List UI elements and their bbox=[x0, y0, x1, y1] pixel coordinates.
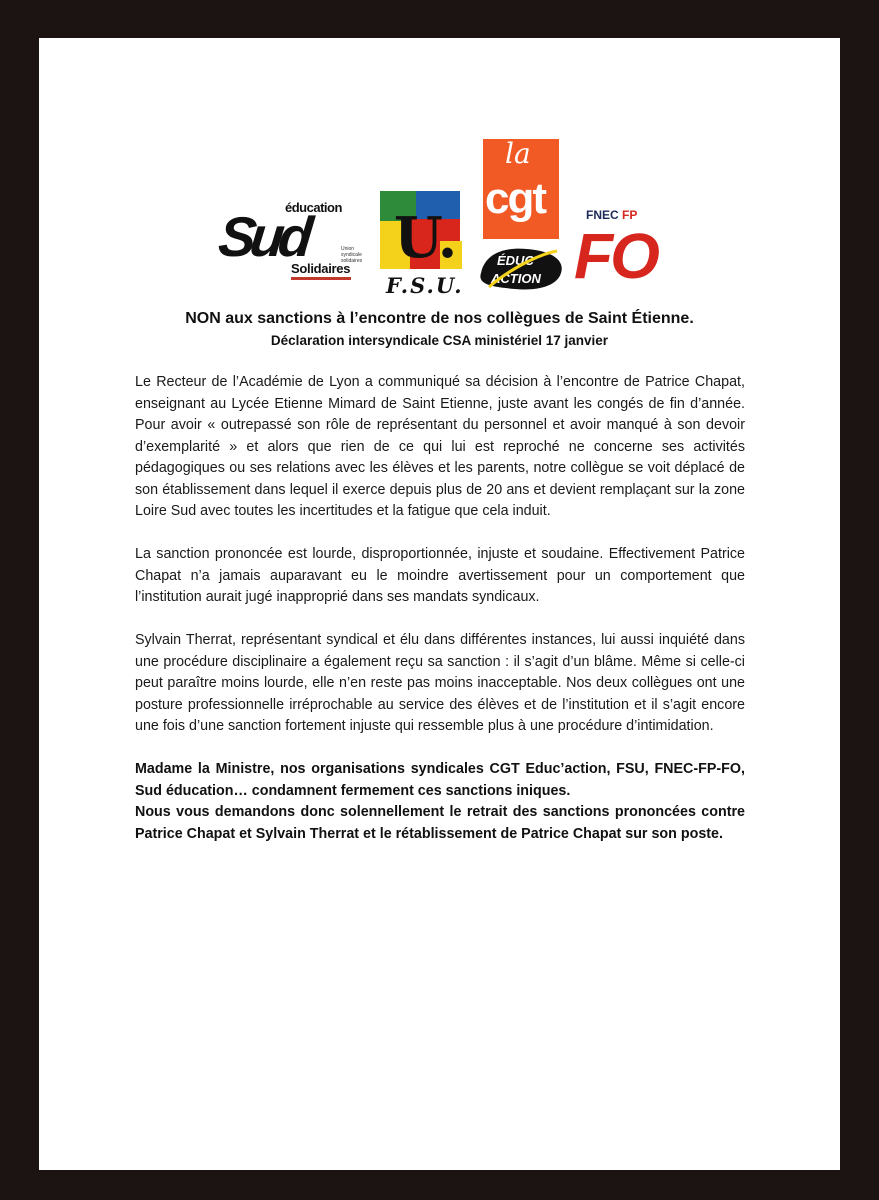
paragraph-2: La sanction prononcée est lourde, disproportionnée, injuste et soudaine. Effectivement Patrice Chapat n’a jamais auparavant eu le moindre avertissement pour un comportement que l’institution aurait jugé inapproprié dans ses mandats syndicaux. bbox=[135, 546, 745, 605]
conclusion-2: Nous vous demandons donc solennellement le retrait des sanctions prononcées contre Patrice Chapat et Sylvain Therrat et le rétablissement de Patrice Chapat sur son poste. bbox=[135, 804, 745, 842]
paragraph-1: Le Recteur de l’Académie de Lyon a communiqué sa décision à l’encontre de Patrice Chapat, enseignant au Lycée Etienne Mimard de Saint Etienne, juste avant les congés de fin d’année. Pour avoir « outrepassé son rôle de représentant du personnel et avoir manqué à son devoir d’exemplarité » et alors que rien de ce qui lui est reproché ne concerne ses activités pédagogiques ou ses relations avec les élèves et les parents, notre collègue se voit déplacé de son établissement dans lequel il exerce depuis plus de 20 ans et devient remplaçant sur la zone Loire Sud avec toutes les incertitudes et la fatigue que cela induit. bbox=[135, 374, 745, 519]
educaction-text-2: ACTION bbox=[491, 271, 541, 286]
fsu-logo bbox=[380, 191, 465, 297]
document-page bbox=[39, 38, 840, 1170]
educaction-text-1: ÉDUC' bbox=[497, 253, 537, 268]
document-body bbox=[135, 372, 745, 845]
cgt-educaction-logo bbox=[483, 139, 567, 296]
union-logos bbox=[39, 38, 840, 308]
sud-logo-small-text: Union syndicale solidaires bbox=[341, 246, 363, 264]
sud-logo-bottom-text: Solidaires bbox=[291, 261, 351, 276]
sud-logo-underline bbox=[291, 277, 351, 280]
fsu-emblem-letter: U. bbox=[394, 205, 458, 271]
educaction-badge-icon bbox=[475, 243, 567, 293]
paragraph-3: Sylvain Therrat, représentant syndical et élu dans différentes instances, lui aussi inquiété dans une procédure disciplinaire a également reçu sa sanction : il s’agit d’un blâme. Même si celle-ci peut paraître moins lourde, elle n’en reste pas moins inacceptable. Nos deux collègues ont une posture professionnelle irréprochable au service des élèves et de l’institution et il s’agit encore une fois d’une sanction fortement injuste qui ressemble plus à une procédure d’intimidation. bbox=[135, 632, 745, 734]
fnec-text: FNEC bbox=[586, 208, 619, 222]
cgt-logo-la-text: la bbox=[505, 137, 531, 170]
fsu-emblem-icon bbox=[380, 191, 465, 273]
fp-text: FP bbox=[622, 208, 638, 222]
sud-logo-top-text: éducation bbox=[285, 200, 342, 215]
sud-logo-main-text: Sud bbox=[215, 205, 311, 268]
sud-education-logo bbox=[215, 193, 363, 283]
fsu-logo-label: F.S.U. bbox=[386, 273, 464, 298]
conclusion-1: Madame la Ministre, nos organisations syndicales CGT Educ’action, FSU, FNEC-FP-FO, Sud éducation… condamnent fermement ces sanctions iniques. bbox=[135, 761, 745, 799]
fo-logo-main-text: FO bbox=[574, 220, 657, 292]
fnec-fp-fo-logo bbox=[574, 208, 664, 298]
cgt-logo-main-text: cgt bbox=[485, 174, 545, 223]
document-title: NON aux sanctions à l’encontre de nos collègues de Saint Étienne. bbox=[185, 310, 694, 327]
document-subtitle: Déclaration intersyndicale CSA ministériel 17 janvier bbox=[270, 333, 609, 348]
